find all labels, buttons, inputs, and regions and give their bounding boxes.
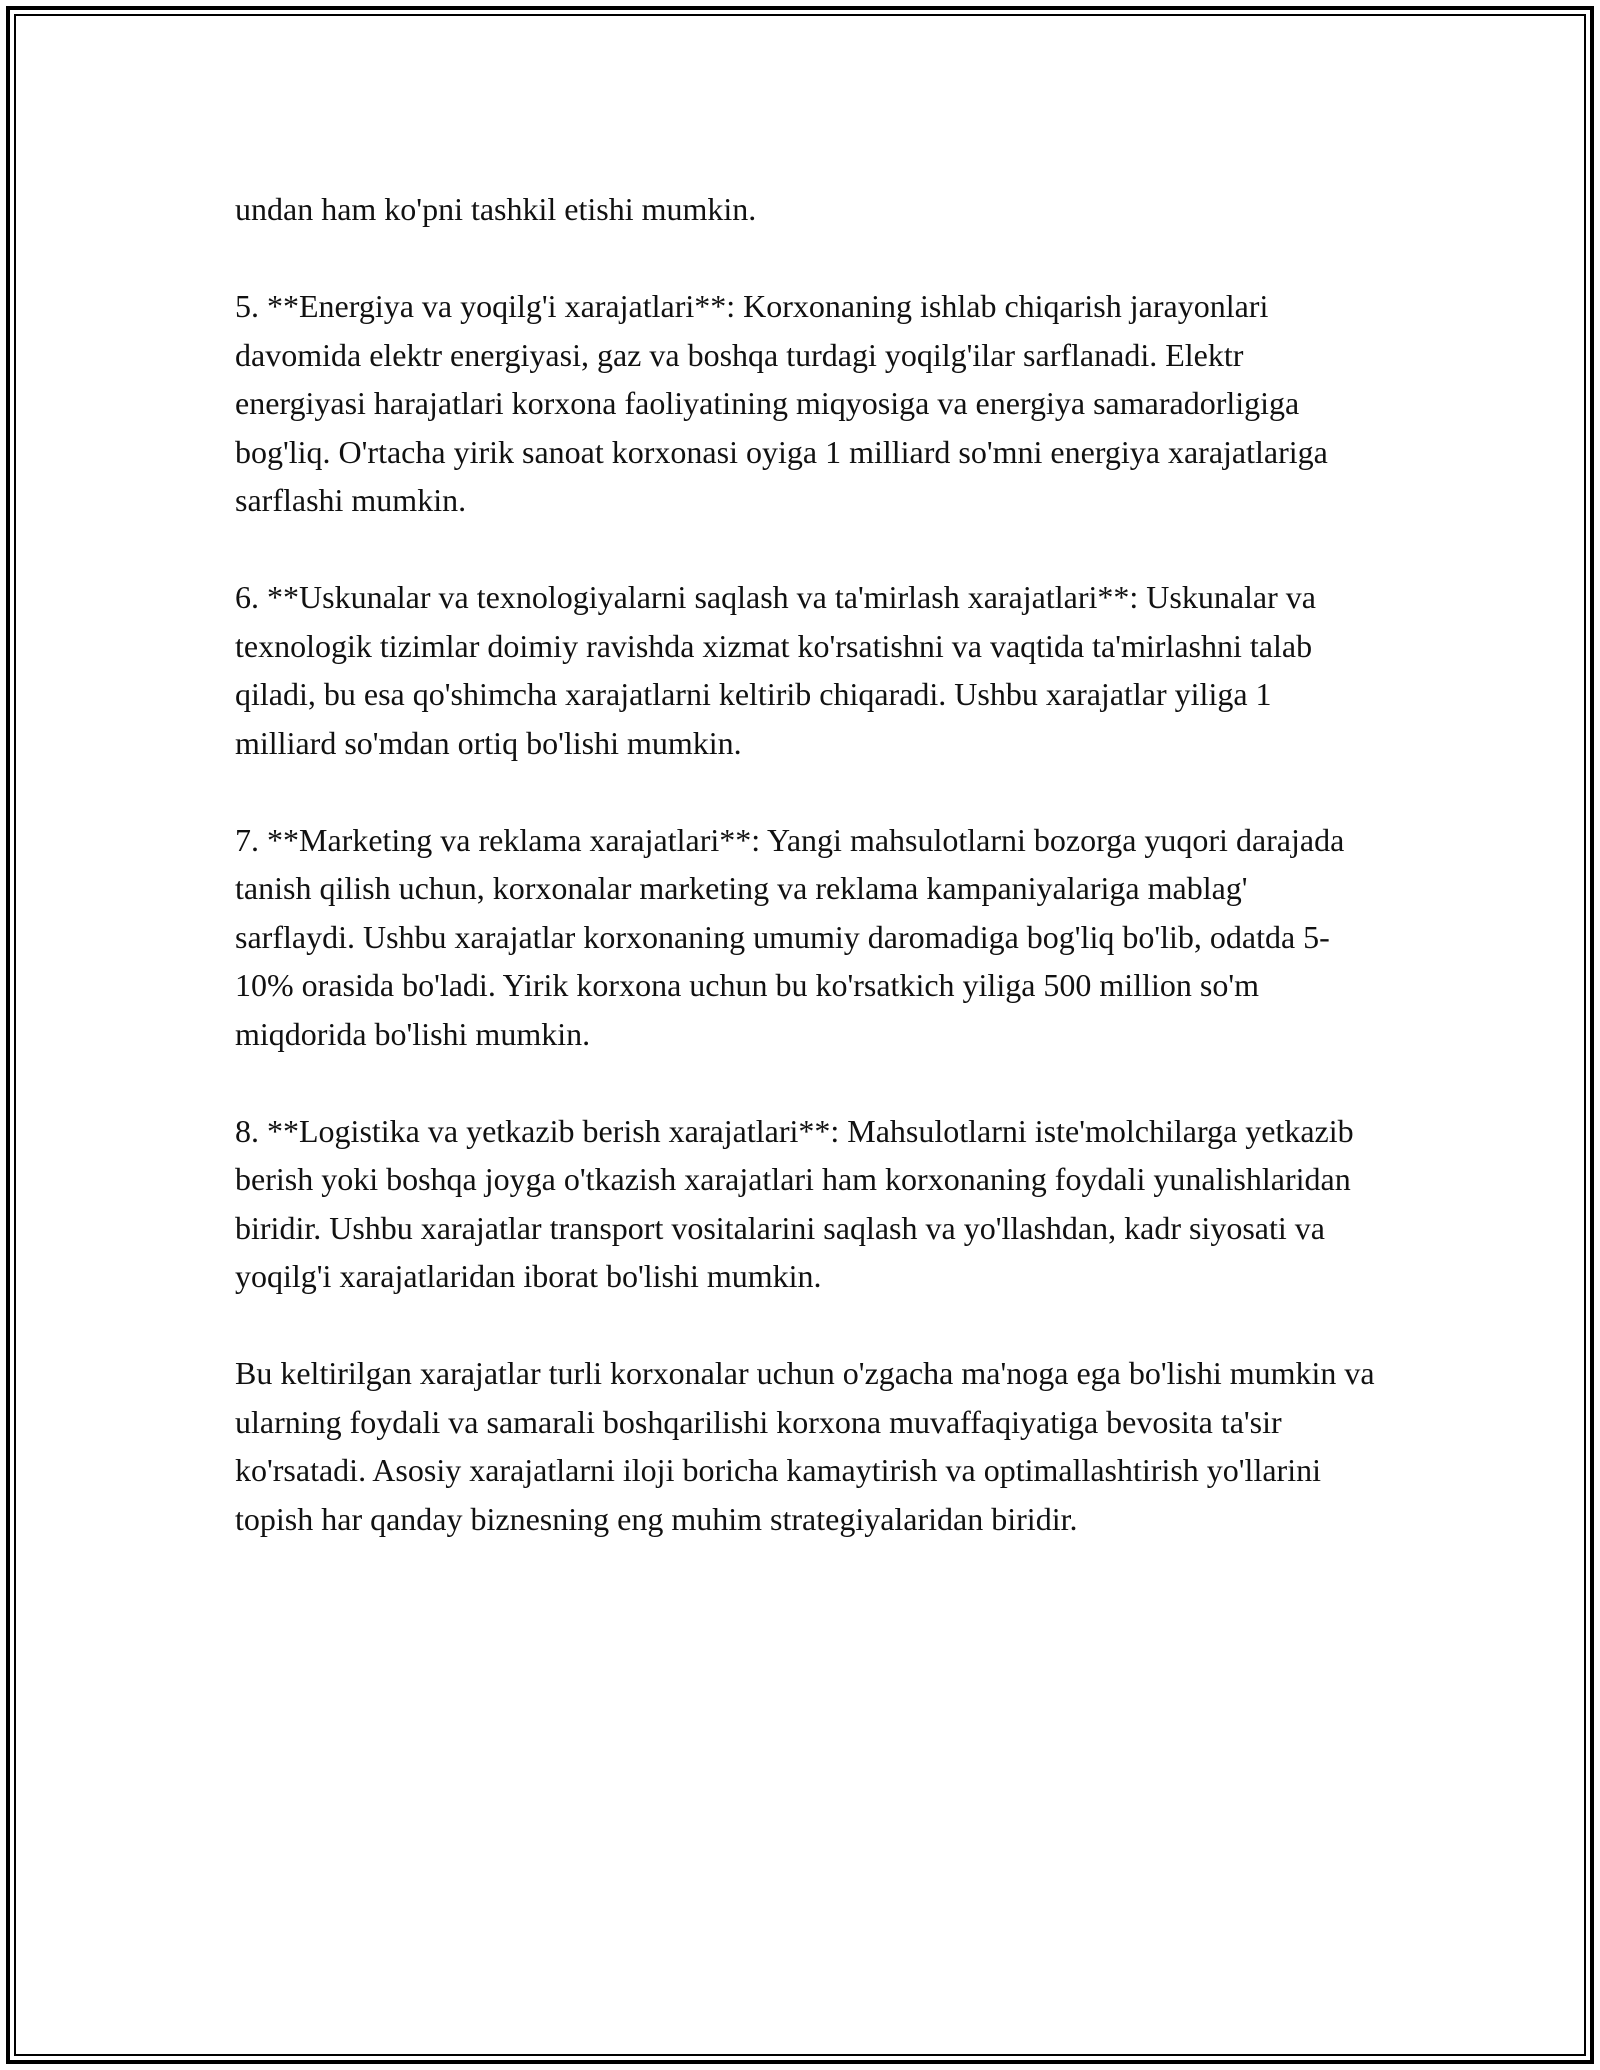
paragraph-item-7-marketing: 7. **Marketing va reklama xarajatlari**: Yangi mahsulotlarni bozorga yuqori darajada tanish qilish uchun, korxonalar marketing va reklama kampaniyalariga mablag' sarflaydi. Ushbu xarajatlar korxonaning umumiy daromadiga bog'liq bo'lib, odatda 5-10% orasida bo'ladi. Yirik korxona uchun bu ko'rsatkich yiliga 500 million so'm miqdorida bo'lishi mumkin. — [235, 821, 1345, 1052]
paragraph-continuation: undan ham ko'pni tashkil etishi mumkin. — [235, 191, 757, 227]
paragraph-item-5-energy: 5. **Energiya va yoqilg'i xarajatlari**: Korxonaning ishlab chiqarish jarayonlari davomida elektr energiyasi, gaz va boshqa turdagi yoqilg'ilar sarflanadi. Elektr energiyasi harajatlari korxona faoliyatining miqyosiga va energiya samaradorligiga bog'liq. O'rtacha yirik sanoat korxonasi oyiga 1 milliard so'mni energiya xarajatlariga sarflashi mumkin. — [235, 288, 1328, 518]
paragraph-item-6-equipment: 6. **Uskunalar va texnologiyalarni saqlash va ta'mirlash xarajatlari**: Uskunalar va texnologik tizimlar doimiy ravishda xizmat ko'rsatishni va vaqtida ta'mirlashni talab qiladi, bu esa qo'shimcha xarajatlarni keltirib chiqaradi. Ushbu xarajatlar yiliga 1 milliard so'mdan ortiq bo'lishi mumkin. — [235, 579, 1316, 761]
paragraph-item-8-logistics: 8. **Logistika va yetkazib berish xarajatlari**: Mahsulotlarni iste'molchilarga yetkazib berish yoki boshqa joyga o'tkazish xarajatlari ham korxonaning foydali yunalishlaridan biridir. Ushbu xarajatlar transport vositalarini saqlash va yo'llashdan, kadr siyosati va yoqilg'i xarajatlaridan iborat bo'lishi mumkin. — [235, 1112, 1354, 1294]
document-body — [235, 185, 1375, 1592]
paragraph-conclusion: Bu keltirilgan xarajatlar turli korxonalar uchun o'zgacha ma'noga ega bo'lishi mumkin va ularning foydali va samarali boshqarilishi korxona muvaffaqiyatiga bevosita ta'sir ko'rsatadi. Asosiy xarajatlarni iloji boricha kamaytirish va optimallashtirish yo'llarini topish har qanday biznesning eng muhim strategiyalaridan biridir. — [235, 1355, 1375, 1537]
